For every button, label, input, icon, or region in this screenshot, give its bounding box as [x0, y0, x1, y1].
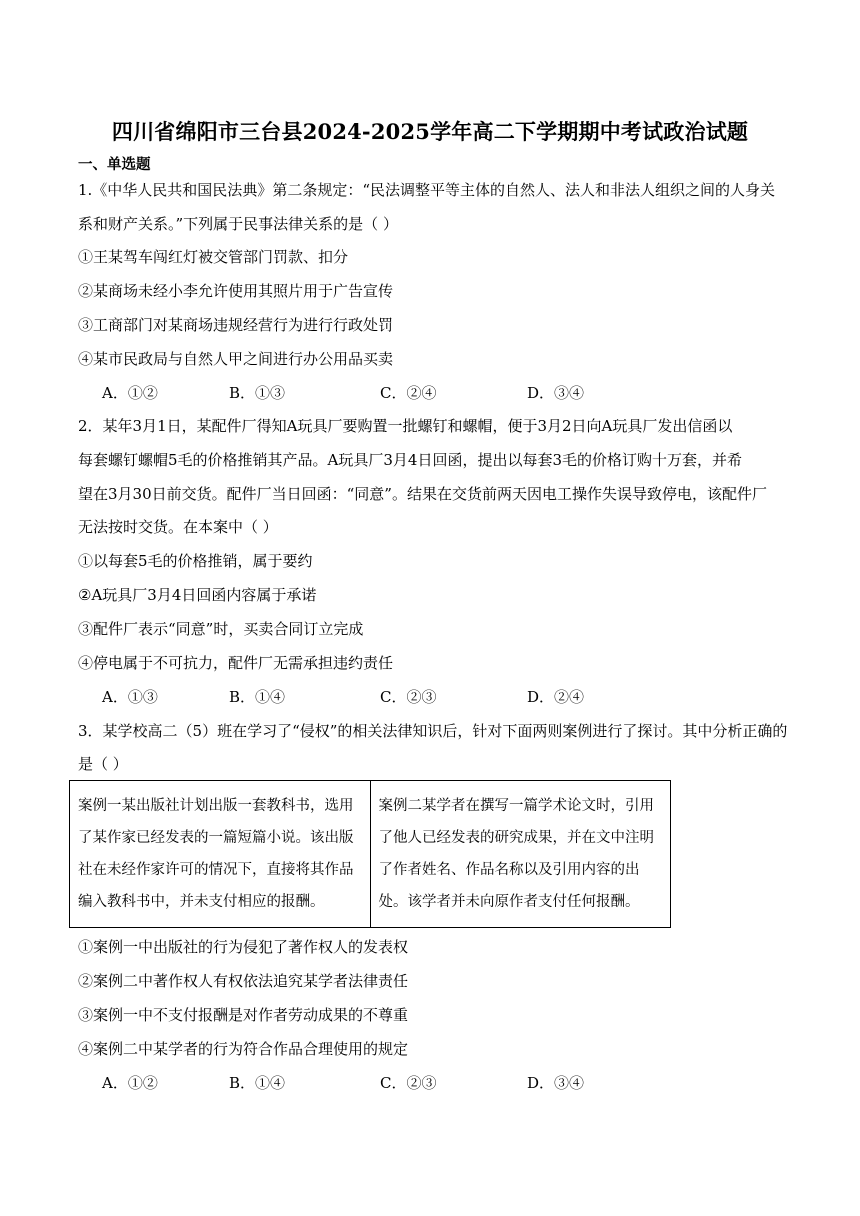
section-heading: 一、单选题 [78, 156, 151, 173]
q2-item: ①以每套5毛的价格推销，属于要约 [78, 552, 313, 570]
q3-option-d[interactable]: D．③④ [527, 1074, 585, 1092]
q3-item: ②案例二中著作权人有权依法追究某学者法律责任 [78, 972, 409, 990]
q1-option-c[interactable]: C．②④ [380, 384, 437, 402]
q3-item: ④案例二中某学者的行为符合作品合理使用的规定 [78, 1040, 409, 1058]
q3-option-b[interactable]: B．①④ [229, 1074, 286, 1092]
q3-item: ③案例一中不支付报酬是对作者劳动成果的不尊重 [78, 1006, 409, 1024]
q2-option-c[interactable]: C．②③ [380, 688, 437, 706]
page-title: 四川省绵阳市三台县2024-2025学年高二下学期期中考试政治试题 [111, 119, 749, 144]
q1-option-d[interactable]: D．③④ [527, 384, 585, 402]
q1-item: ②某商场未经小李允许使用其照片用于广告宣传 [78, 282, 394, 300]
q2-option-b[interactable]: B．①④ [229, 688, 286, 706]
q1-item: ①王某驾车闯红灯被交管部门罚款、扣分 [78, 248, 349, 266]
case-one-cell: 案例一某出版社计划出版一套教科书，选用了某作家已经发表的一篇短篇小说。该出版社在未经作家许可的情况下，直接将其作品编入教科书中，并未支付相应的报酬。 [70, 781, 371, 928]
q3-stem-line: 是（ ） [78, 755, 128, 773]
q3-option-a[interactable]: A．①② [102, 1074, 158, 1092]
q2-item: ②A玩具厂3月4日回函内容属于承诺 [78, 586, 317, 604]
q3-option-c[interactable]: C．②③ [380, 1074, 437, 1092]
q2-option-a[interactable]: A．①③ [102, 688, 158, 706]
q2-stem-line: 望在3月30日前交货。配件厂当日回函：“同意”。结果在交货前两天因电工操作失误导致停电，该配件厂 [78, 485, 767, 503]
q1-stem-line: 系和财产关系。”下列属于民事法律关系的是（ ） [78, 215, 398, 233]
q1-option-b[interactable]: B．①③ [229, 384, 286, 402]
q3-item: ①案例一中出版社的行为侵犯了著作权人的发表权 [78, 938, 409, 956]
q2-item: ③配件厂表示“同意”时，买卖合同订立完成 [78, 620, 364, 638]
q2-stem-line: 无法按时交货。在本案中（ ） [78, 518, 278, 536]
q1-option-a[interactable]: A．①② [102, 384, 158, 402]
q3-stem-line: 3．某学校高二（5）班在学习了“侵权”的相关法律知识后，针对下面两则案例进行了探讨。其中分析正确的 [78, 722, 788, 740]
case-table [69, 780, 671, 928]
case-two-cell: 案例二某学者在撰写一篇学术论文时，引用了他人已经发表的研究成果，并在文中注明了作者姓名、作品名称以及引用内容的出处。该学者并未向原作者支付任何报酬。 [370, 781, 671, 928]
q2-stem-line: 2．某年3月1日，某配件厂得知A玩具厂要购置一批螺钉和螺帽，便于3月2日向A玩具厂发出信函以 [78, 417, 733, 435]
q1-item: ③工商部门对某商场违规经营行为进行行政处罚 [78, 316, 394, 334]
q2-option-d[interactable]: D．②④ [527, 688, 585, 706]
q2-stem-line: 每套螺钉螺帽5毛的价格推销其产品。A玩具厂3月4日回函，提出以每套3毛的价格订购十万套，并希 [78, 451, 743, 469]
q1-item: ④某市民政局与自然人甲之间进行办公用品买卖 [78, 350, 394, 368]
q1-stem-line: 1.《中华人民共和国民法典》第二条规定：“民法调整平等主体的自然人、法人和非法人组织之间的人身关 [78, 181, 775, 199]
q2-item: ④停电属于不可抗力，配件厂无需承担违约责任 [78, 654, 394, 672]
